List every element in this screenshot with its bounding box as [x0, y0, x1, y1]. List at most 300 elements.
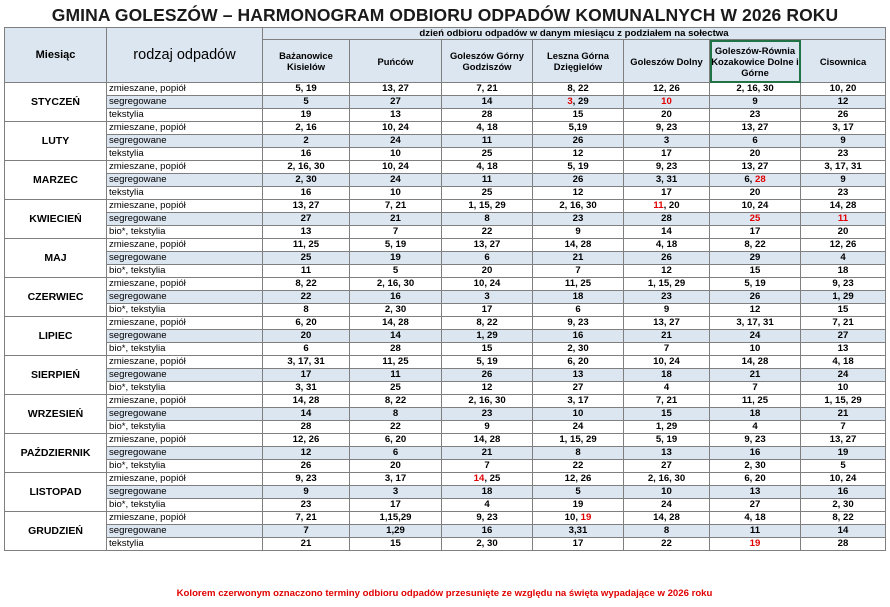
pickup-days: 6	[533, 304, 624, 317]
table-row	[5, 512, 886, 525]
pickup-days: 12	[442, 382, 533, 395]
table-row	[5, 148, 886, 161]
table-row	[5, 395, 886, 408]
pickup-days: 2, 30	[442, 538, 533, 551]
pickup-days: 10, 24	[350, 161, 442, 174]
pickup-days: 20	[442, 265, 533, 278]
pickup-days: 4, 18	[624, 239, 710, 252]
pickup-days: 8	[624, 525, 710, 538]
table-row	[5, 369, 886, 382]
pickup-days: 13, 27	[801, 434, 886, 447]
pickup-days: 12	[533, 148, 624, 161]
pickup-days: 16	[533, 330, 624, 343]
pickup-days: 5, 19	[350, 239, 442, 252]
waste-type: bio*, tekstylia	[107, 343, 263, 356]
pickup-days: 18	[710, 408, 801, 421]
waste-type: zmieszane, popiół	[107, 278, 263, 291]
pickup-days: 15	[442, 343, 533, 356]
table-row	[5, 174, 886, 187]
pickup-days: 13, 27	[710, 122, 801, 135]
waste-type: bio*, tekstylia	[107, 460, 263, 473]
pickup-days: 11, 25	[263, 239, 350, 252]
pickup-days: 3, 31	[263, 382, 350, 395]
pickup-days: 20	[801, 226, 886, 239]
pickup-days: 14, 28	[350, 317, 442, 330]
pickup-days: 10, 20	[801, 83, 886, 96]
waste-type: zmieszane, popiół	[107, 356, 263, 369]
waste-type: segregowane	[107, 291, 263, 304]
pickup-days: 1, 15, 29	[801, 395, 886, 408]
pickup-days: 22	[533, 460, 624, 473]
pickup-days: 6, 20	[533, 356, 624, 369]
waste-type: tekstylia	[107, 538, 263, 551]
pickup-days: 7, 21	[801, 317, 886, 330]
waste-type: segregowane	[107, 330, 263, 343]
pickup-days: 13	[801, 343, 886, 356]
pickup-days: 2, 16, 30	[263, 161, 350, 174]
pickup-days: 1, 15, 29	[533, 434, 624, 447]
pickup-days: 21	[710, 369, 801, 382]
waste-type: zmieszane, popiół	[107, 317, 263, 330]
pickup-days: 4, 18	[710, 512, 801, 525]
pickup-days: 13	[350, 109, 442, 122]
table-row	[5, 239, 886, 252]
pickup-days: 5,19	[533, 122, 624, 135]
pickup-days: 7	[801, 421, 886, 434]
waste-type: zmieszane, popiół	[107, 122, 263, 135]
pickup-days: 21	[801, 408, 886, 421]
pickup-days: 3, 17	[350, 473, 442, 486]
pickup-days: 3,31	[533, 525, 624, 538]
pickup-days: 3	[350, 486, 442, 499]
pickup-days: 21	[533, 252, 624, 265]
table-row	[5, 187, 886, 200]
pickup-days: 28	[442, 109, 533, 122]
pickup-days: 24	[624, 499, 710, 512]
waste-type: bio*, tekstylia	[107, 421, 263, 434]
pickup-days: 9	[710, 96, 801, 109]
pickup-days: 3, 17, 31	[710, 317, 801, 330]
pickup-days: 26	[624, 252, 710, 265]
pickup-days: 6	[350, 447, 442, 460]
pickup-days: 13	[624, 447, 710, 460]
waste-type: bio*, tekstylia	[107, 226, 263, 239]
header-village: Bażanowice Kisielów	[263, 40, 350, 83]
pickup-days: 8, 22	[801, 512, 886, 525]
pickup-days: 8	[350, 408, 442, 421]
month-label: LISTOPAD	[5, 473, 107, 512]
pickup-days: 22	[442, 226, 533, 239]
pickup-days: 8	[533, 447, 624, 460]
shifted-date: 14	[473, 473, 485, 484]
pickup-days: 25	[263, 252, 350, 265]
header-village: Puńców	[350, 40, 442, 83]
pickup-days: 8	[442, 213, 533, 226]
pickup-days: 13, 27	[624, 317, 710, 330]
pickup-days: 1, 15, 29	[624, 278, 710, 291]
pickup-days: 28	[263, 421, 350, 434]
pickup-days: 5	[533, 486, 624, 499]
table-row	[5, 330, 886, 343]
pickup-days: 2, 16, 30	[710, 83, 801, 96]
pickup-days: 7	[710, 382, 801, 395]
pickup-days: 27	[624, 460, 710, 473]
pickup-days: 12	[801, 96, 886, 109]
pickup-days: 17	[624, 148, 710, 161]
waste-type: zmieszane, popiół	[107, 395, 263, 408]
pickup-days: 3, 29	[533, 96, 624, 109]
pickup-days: 13	[533, 369, 624, 382]
month-label: MAJ	[5, 239, 107, 278]
waste-type: segregowane	[107, 525, 263, 538]
month-label: SIERPIEŃ	[5, 356, 107, 395]
pickup-days: 12, 26	[533, 473, 624, 486]
pickup-days: 20	[263, 330, 350, 343]
waste-type: zmieszane, popiół	[107, 434, 263, 447]
pickup-days: 3, 17	[801, 122, 886, 135]
pickup-days: 18	[442, 486, 533, 499]
table-row	[5, 343, 886, 356]
pickup-days: 5, 19	[710, 278, 801, 291]
pickup-days: 18	[624, 369, 710, 382]
pickup-days: 9	[533, 226, 624, 239]
pickup-days: 11	[442, 135, 533, 148]
pickup-days: 11, 25	[710, 395, 801, 408]
pickup-days: 5, 19	[533, 161, 624, 174]
pickup-days: 22	[350, 421, 442, 434]
pickup-days: 4	[442, 499, 533, 512]
waste-type: segregowane	[107, 486, 263, 499]
pickup-days: 2, 16, 30	[350, 278, 442, 291]
pickup-days	[624, 96, 710, 109]
pickup-days: 16	[442, 525, 533, 538]
pickup-days: 14	[801, 525, 886, 538]
waste-type: bio*, tekstylia	[107, 265, 263, 278]
waste-type: tekstylia	[107, 109, 263, 122]
month-label: PAŹDZIERNIK	[5, 434, 107, 473]
pickup-days: 2, 30	[263, 174, 350, 187]
pickup-days: 26	[710, 291, 801, 304]
pickup-days: 7	[350, 226, 442, 239]
pickup-days: 19	[801, 447, 886, 460]
pickup-days: 9	[263, 486, 350, 499]
pickup-days: 17	[263, 369, 350, 382]
pickup-days: 21	[350, 213, 442, 226]
pickup-days: 5, 19	[442, 356, 533, 369]
pickup-days: 9	[801, 174, 886, 187]
pickup-days: 2, 16, 30	[533, 200, 624, 213]
footer-note: Kolorem czerwonym oznaczono terminy odbioru odpadów przesunięte ze względu na święta wypadające w 2026 roku	[176, 588, 713, 599]
pickup-days: 4, 18	[801, 356, 886, 369]
pickup-days: 14, 28	[442, 434, 533, 447]
pickup-days: 16	[263, 187, 350, 200]
waste-type: zmieszane, popiół	[107, 239, 263, 252]
pickup-days: 17	[442, 304, 533, 317]
table-row	[5, 135, 886, 148]
pickup-days: 26	[442, 369, 533, 382]
pickup-days: 4, 18	[442, 161, 533, 174]
pickup-days: 7	[263, 525, 350, 538]
pickup-days: 18	[801, 265, 886, 278]
waste-type: bio*, tekstylia	[107, 304, 263, 317]
pickup-days: 7, 21	[442, 83, 533, 96]
month-label: STYCZEŃ	[5, 83, 107, 122]
pickup-days: 24	[350, 174, 442, 187]
pickup-days: 13, 27	[442, 239, 533, 252]
pickup-days: 10, 24	[710, 200, 801, 213]
pickup-days: 9	[442, 421, 533, 434]
pickup-days: 12	[533, 187, 624, 200]
pickup-days: 14	[263, 408, 350, 421]
pickup-days: 6, 20	[350, 434, 442, 447]
pickup-days: 2	[263, 135, 350, 148]
pickup-days: 9, 23	[801, 278, 886, 291]
month-label: KWIECIEŃ	[5, 200, 107, 239]
table-row	[5, 200, 886, 213]
header-village: Goleszów Dolny	[624, 40, 710, 83]
pickup-days: 14	[624, 226, 710, 239]
pickup-days: 13	[263, 226, 350, 239]
pickup-days: 7	[442, 460, 533, 473]
pickup-days: 28	[801, 538, 886, 551]
pickup-days: 28	[624, 213, 710, 226]
pickup-days: 26	[263, 460, 350, 473]
header-village[interactable]: Goleszów-Równia Kozakowice Dolne i Górne	[710, 40, 801, 83]
pickup-days: 9, 23	[442, 512, 533, 525]
pickup-days: 15	[533, 109, 624, 122]
pickup-days	[710, 538, 801, 551]
pickup-days: 14, 28	[624, 512, 710, 525]
pickup-days: 10, 24	[442, 278, 533, 291]
pickup-days: 5, 19	[263, 83, 350, 96]
pickup-days: 12, 26	[801, 239, 886, 252]
pickup-days: 6, 28	[710, 174, 801, 187]
pickup-days: 12	[624, 265, 710, 278]
pickup-days: 22	[624, 538, 710, 551]
month-label: MARZEC	[5, 161, 107, 200]
waste-type: bio*, tekstylia	[107, 382, 263, 395]
table-row	[5, 213, 886, 226]
pickup-days: 26	[533, 174, 624, 187]
pickup-days: 29	[710, 252, 801, 265]
shifted-date: 19	[749, 538, 761, 549]
pickup-days: 13, 27	[710, 161, 801, 174]
table-row	[5, 252, 886, 265]
pickup-days: 9, 23	[263, 473, 350, 486]
table-row	[5, 499, 886, 512]
pickup-days: 12	[710, 304, 801, 317]
pickup-days: 23	[442, 408, 533, 421]
pickup-days: 15	[710, 265, 801, 278]
pickup-days: 9, 23	[710, 434, 801, 447]
pickup-days: 8, 22	[350, 395, 442, 408]
pickup-days: 12, 26	[624, 83, 710, 96]
pickup-days: 3	[442, 291, 533, 304]
shifted-date: 11	[837, 213, 849, 224]
pickup-days: 9, 23	[624, 161, 710, 174]
table-row	[5, 278, 886, 291]
pickup-days: 23	[263, 499, 350, 512]
pickup-days: 22	[263, 291, 350, 304]
pickup-days: 24	[710, 330, 801, 343]
pickup-days: 14, 28	[801, 200, 886, 213]
waste-type: segregowane	[107, 135, 263, 148]
month-label: GRUDZIEŃ	[5, 512, 107, 551]
pickup-days: 8, 22	[533, 83, 624, 96]
pickup-days: 3, 17, 31	[263, 356, 350, 369]
pickup-days: 15	[350, 538, 442, 551]
pickup-days: 2, 30	[350, 304, 442, 317]
table-row	[5, 109, 886, 122]
pickup-days: 16	[801, 486, 886, 499]
pickup-days: 11, 25	[533, 278, 624, 291]
pickup-days: 14	[442, 96, 533, 109]
pickup-days: 23	[801, 148, 886, 161]
pickup-days: 8, 22	[442, 317, 533, 330]
pickup-days: 4	[624, 382, 710, 395]
pickup-days: 24	[533, 421, 624, 434]
pickup-days: 11	[263, 265, 350, 278]
pickup-days: 10	[624, 486, 710, 499]
table-row	[5, 291, 886, 304]
waste-type: segregowane	[107, 447, 263, 460]
pickup-days: 25	[350, 382, 442, 395]
pickup-days: 10	[801, 382, 886, 395]
pickup-days: 1, 29	[624, 421, 710, 434]
waste-type: zmieszane, popiół	[107, 83, 263, 96]
pickup-days: 4, 18	[442, 122, 533, 135]
pickup-days: 6	[442, 252, 533, 265]
pickup-days: 7	[624, 343, 710, 356]
pickup-days: 26	[533, 135, 624, 148]
waste-type: segregowane	[107, 174, 263, 187]
table-row	[5, 161, 886, 174]
pickup-days: 16	[350, 291, 442, 304]
header-village: Leszna Górna Dzięgielów	[533, 40, 624, 83]
table-row	[5, 83, 886, 96]
pickup-days	[801, 213, 886, 226]
pickup-days: 8, 22	[263, 278, 350, 291]
pickup-days: 3, 17, 31	[801, 161, 886, 174]
pickup-days	[710, 213, 801, 226]
pickup-days: 17	[710, 226, 801, 239]
pickup-days: 19	[533, 499, 624, 512]
pickup-days: 1,29	[350, 525, 442, 538]
pickup-days: 2, 30	[533, 343, 624, 356]
pickup-days: 17	[533, 538, 624, 551]
month-label: LIPIEC	[5, 317, 107, 356]
pickup-days: 14, 28	[533, 239, 624, 252]
pickup-days: 13	[710, 486, 801, 499]
pickup-days: 8, 22	[710, 239, 801, 252]
table-row	[5, 304, 886, 317]
pickup-days: 5	[263, 96, 350, 109]
pickup-days: 11	[710, 525, 801, 538]
shifted-date: 3	[567, 96, 573, 107]
pickup-days: 24	[350, 135, 442, 148]
pickup-days: 3, 31	[624, 174, 710, 187]
table-row	[5, 382, 886, 395]
pickup-days: 2, 16	[263, 122, 350, 135]
pickup-days: 5	[350, 265, 442, 278]
pickup-days: 13, 27	[350, 83, 442, 96]
schedule-table	[4, 27, 886, 551]
pickup-days: 10, 24	[624, 356, 710, 369]
header-village: Goleszów Górny Godziszów	[442, 40, 533, 83]
pickup-days: 7, 21	[263, 512, 350, 525]
pickup-days: 15	[801, 304, 886, 317]
table-row	[5, 473, 886, 486]
table-row	[5, 408, 886, 421]
pickup-days: 1, 29	[442, 330, 533, 343]
waste-type: segregowane	[107, 369, 263, 382]
waste-type: segregowane	[107, 408, 263, 421]
table-row	[5, 538, 886, 551]
pickup-days: 20	[710, 187, 801, 200]
pickup-days: 8	[263, 304, 350, 317]
pickup-days: 20	[350, 460, 442, 473]
table-row	[5, 486, 886, 499]
pickup-days: 17	[350, 499, 442, 512]
pickup-days: 13, 27	[263, 200, 350, 213]
header-month: Miesiąc	[5, 28, 107, 83]
pickup-days: 21	[442, 447, 533, 460]
pickup-days: 16	[263, 148, 350, 161]
table-row	[5, 317, 886, 330]
waste-type: segregowane	[107, 252, 263, 265]
pickup-days: 23	[710, 109, 801, 122]
month-label: LUTY	[5, 122, 107, 161]
pickup-days: 10	[350, 187, 442, 200]
pickup-days: 20	[710, 148, 801, 161]
pickup-days: 14	[350, 330, 442, 343]
waste-type: segregowane	[107, 96, 263, 109]
pickup-days: 12	[263, 447, 350, 460]
waste-type: tekstylia	[107, 148, 263, 161]
table-row	[5, 122, 886, 135]
pickup-days: 15	[624, 408, 710, 421]
pickup-days: 7, 21	[624, 395, 710, 408]
pickup-days: 2, 16, 30	[624, 473, 710, 486]
table-row	[5, 447, 886, 460]
pickup-days: 26	[801, 109, 886, 122]
pickup-days: 9, 23	[624, 122, 710, 135]
table-row	[5, 265, 886, 278]
pickup-days: 1, 29	[801, 291, 886, 304]
pickup-days: 1,15,29	[350, 512, 442, 525]
pickup-days: 19	[350, 252, 442, 265]
pickup-days: 18	[533, 291, 624, 304]
table-row	[5, 96, 886, 109]
month-label: CZERWIEC	[5, 278, 107, 317]
month-label: WRZESIEŃ	[5, 395, 107, 434]
header-waste-type: rodzaj odpadów	[107, 28, 263, 83]
pickup-days: 10, 24	[350, 122, 442, 135]
pickup-days: 5, 19	[624, 434, 710, 447]
pickup-days: 23	[801, 187, 886, 200]
pickup-days: 9	[624, 304, 710, 317]
pickup-days: 1, 15, 29	[442, 200, 533, 213]
pickup-days: 6	[710, 135, 801, 148]
waste-type: zmieszane, popiół	[107, 161, 263, 174]
pickup-days: 6, 20	[710, 473, 801, 486]
pickup-days: 10	[350, 148, 442, 161]
pickup-days: 2, 30	[801, 499, 886, 512]
pickup-days: 20	[624, 109, 710, 122]
pickup-days: 27	[801, 330, 886, 343]
pickup-days: 25	[442, 148, 533, 161]
pickup-days: 27	[710, 499, 801, 512]
